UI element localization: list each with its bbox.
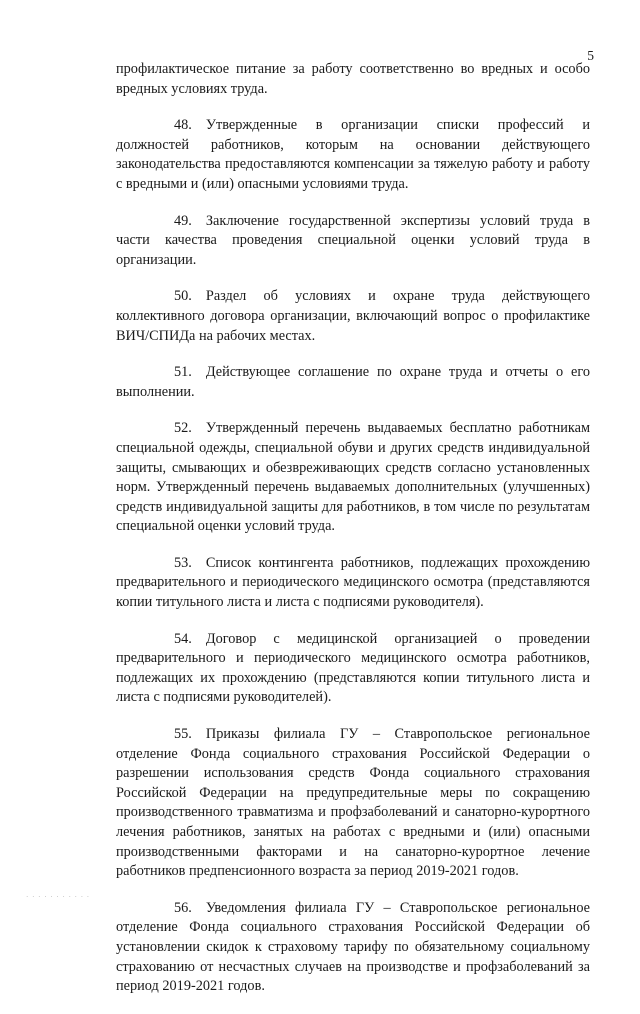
scan-artifact: · · · · · · · · · · · — [26, 893, 91, 901]
paragraph-number: 53. — [174, 554, 192, 571]
paragraph-56 — [116, 899, 590, 997]
paragraph-number: 52. — [174, 420, 192, 437]
paragraph-continuation — [116, 60, 590, 99]
paragraph-number: 49. — [174, 212, 192, 229]
paragraph-text: Действующее соглашение по охране труда и отчеты о его выполнении. — [116, 364, 590, 400]
paragraph-number: 50. — [174, 288, 192, 305]
paragraph-number: 51. — [174, 364, 192, 381]
paragraph-49 — [116, 212, 590, 271]
paragraph-51 — [116, 363, 590, 402]
paragraph-48 — [116, 116, 590, 194]
paragraph-number: 55. — [174, 726, 192, 743]
document-body — [116, 60, 590, 1014]
paragraph-55 — [116, 725, 590, 882]
paragraph-text: профилактическое питание за работу соответственно во вредных и особо вредных условиях труда. — [116, 61, 590, 97]
paragraph-text: Приказы филиала ГУ – Ставропольское региональное отделение Фонда социального страхования Российской Федерации о разрешении использования средств Фонда социального страхования Российской Федерации на предупредительные меры по сокращению производственного травматизма и профзаболеваний и санаторно-курортного лечения работников, занятых на работах с вредными и (или) опасными производственными факторами и на санаторно-курортное лечение работников предпенсионного возраста за период 2019-2021 годов. — [116, 726, 590, 880]
paragraph-number: 48. — [174, 117, 192, 134]
paragraph-number: 56. — [174, 899, 192, 916]
paragraph-number: 54. — [174, 630, 192, 647]
paragraph-text: Заключение государственной экспертизы условий труда в части качества проведения специальной оценки условий труда в организации. — [116, 212, 590, 268]
paragraph-52 — [116, 419, 590, 537]
paragraph-54 — [116, 630, 590, 708]
paragraph-53 — [116, 554, 590, 613]
paragraph-text: Раздел об условиях и охране труда действующего коллективного договора организации, включающий вопрос о профилактике ВИЧ/СПИДа на рабочих местах. — [116, 288, 590, 344]
paragraph-text: Утвержденный перечень выдаваемых бесплатно работникам специальной одежды, специальной обуви и других средств индивидуальной защиты, смывающих и обезвреживающих средств согласно установленных норм. Утвержденный перечень выдаваемых дополнительных (улучшенных) средств индивидуальной защиты для работников, в том числе по результатам специальной оценки условий труда. — [116, 420, 590, 535]
paragraph-50 — [116, 287, 590, 346]
paragraph-text: Утвержденные в организации списки профессий и должностей работников, которым на основании действующего законодательства предоставляются компенсации за тяжелую работу и работу с вредными и (или) опасными условиями труда. — [116, 117, 590, 192]
paragraph-text: Договор с медицинской организацией о проведении предварительного и периодического медицинского осмотра работников, подлежащих их прохождению (представляются копии титульного листа и листа с подписями руководителей). — [116, 630, 590, 706]
paragraph-text: Список контингента работников, подлежащих прохождению предварительного и периодического медицинского осмотра (представляются копии титульного листа и листа с подписями руководителя). — [116, 554, 590, 611]
paragraph-text: Уведомления филиала ГУ – Ставропольское региональное отделение Фонда социального страхования Российской Федерации об установлении скидок к страховому тарифу по обязательному социальному страхованию от несчастных случаев на производстве и профзаболеваний за период 2019-2021 годов. — [116, 899, 590, 995]
page-number: 5 — [587, 48, 594, 63]
